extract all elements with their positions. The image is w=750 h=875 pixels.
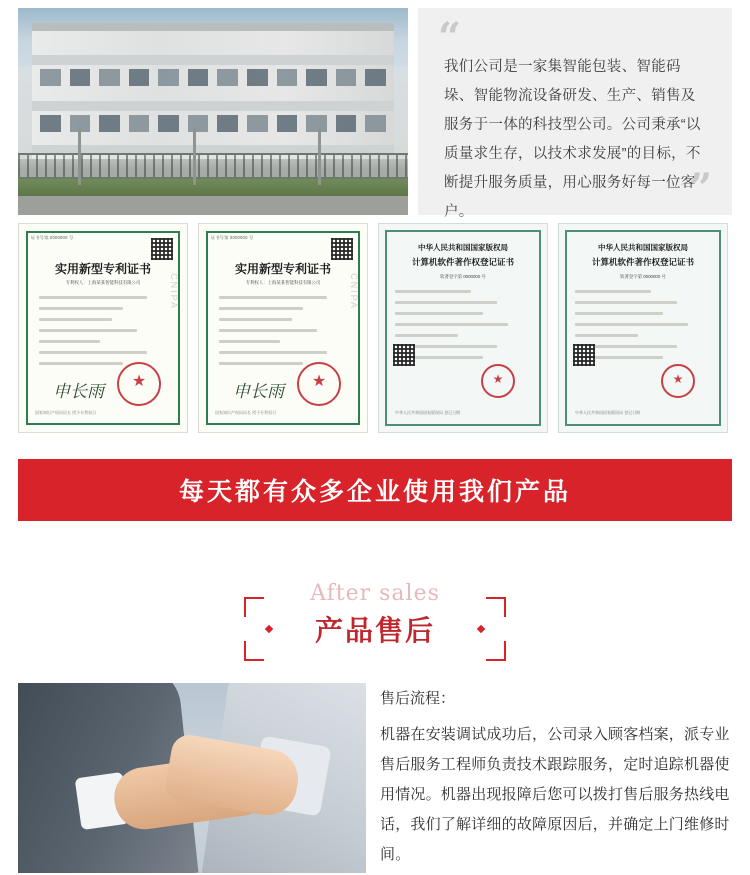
aftersales-cn-title: 产品售后	[314, 614, 435, 647]
certificate-title-line2: 计算机软件著作权登记证书	[591, 257, 694, 267]
window	[365, 115, 386, 132]
window	[306, 69, 327, 86]
certificate-title-line1: 中华人民共和国国家版权局	[418, 243, 508, 252]
light-pole	[318, 127, 321, 185]
certificate-body-lines	[395, 290, 533, 367]
promo-banner: 每天都有众多企业使用我们产品	[18, 459, 732, 521]
title-frame	[244, 581, 506, 661]
certificate-card	[18, 223, 188, 433]
light-pole	[193, 127, 196, 185]
certificate-card	[558, 223, 728, 433]
aftersales-en-title: After sales	[310, 581, 440, 606]
window	[40, 69, 61, 86]
diamond-dot-icon	[477, 625, 485, 633]
aftersales-content	[0, 683, 750, 873]
aftersales-text-block	[380, 683, 732, 873]
company-quote-box	[418, 8, 732, 220]
window	[158, 69, 179, 86]
window	[277, 115, 298, 132]
frame-corner-icon	[486, 641, 506, 661]
aftersales-lead: 售后流程：	[380, 690, 456, 707]
certificates-row	[0, 215, 750, 433]
building-roof	[32, 23, 394, 31]
handshake-photo	[18, 683, 366, 873]
qr-code-icon	[573, 344, 595, 366]
certificate-footer: 国家知识产权局局长 授予专利权日	[215, 409, 277, 415]
window	[129, 69, 150, 86]
certificate-watermark: CNIPA	[349, 273, 359, 310]
certificate-body-lines	[219, 296, 351, 373]
window	[188, 115, 209, 132]
window	[336, 115, 357, 132]
official-seal-icon: ★	[661, 364, 695, 398]
official-seal-icon: ★	[297, 362, 341, 406]
aftersales-body-text: 机器在安装调试成功后，公司录入顾客档案，派专业售后服务工程师负责技术跟踪服务，定时追踪机器使用情况。机器出现报障后您可以拨打售后服务热线电话，我们了解详细的故障原因后，并确定上门维修时间。	[380, 725, 730, 863]
company-intro-text: 我们公司是一家集智能包装、智能码垛、智能物流设备研发、生产、销售及服务于一体的科技型公司。公司秉承“以质量求生存，以技术求发展”的目标，不断提升服务质量，用心服务好每一位客户。	[444, 58, 701, 220]
window	[99, 69, 120, 86]
window	[336, 69, 357, 86]
factory-photo	[18, 8, 408, 215]
window-row	[40, 115, 386, 132]
factory-building	[32, 26, 394, 164]
official-seal-icon: ★	[481, 364, 515, 398]
window	[306, 115, 327, 132]
window	[277, 69, 298, 86]
quote-open-icon: “	[438, 14, 462, 61]
building-band	[32, 55, 394, 65]
company-intro-section	[0, 0, 750, 220]
certificate-card	[198, 223, 368, 433]
certificate-signature: 申长雨	[53, 382, 104, 402]
fence	[18, 153, 408, 179]
certificate-watermark: CNIPA	[169, 273, 179, 310]
qr-code-icon	[393, 344, 415, 366]
certificate-title-line2: 计算机软件著作权登记证书	[411, 257, 514, 267]
certificate-subtitle: 软著登字第 0000000 号	[620, 274, 666, 279]
frame-corner-icon	[244, 641, 264, 661]
certificate-subtitle: 软著登字第 0000000 号	[440, 274, 486, 279]
certificate-signature: 申长雨	[233, 382, 284, 402]
quote-close-icon: ”	[688, 165, 712, 212]
certificate-body-lines	[575, 290, 713, 367]
window	[217, 115, 238, 132]
window	[70, 69, 91, 86]
certificate-card	[378, 223, 548, 433]
window	[188, 69, 209, 86]
aftersales-heading	[0, 581, 750, 661]
certificate-subtitle: 专利权人：上海某某智能科技有限公司	[245, 280, 321, 285]
window	[158, 115, 179, 132]
window	[247, 69, 268, 86]
certificate-code: 证书号第 0000000 号	[31, 235, 74, 240]
certificate-footer: 国家知识产权局局长 授予专利权日	[35, 409, 97, 415]
certificate-footer: 中华人民共和国国家版权局 登记日期	[395, 409, 461, 415]
certificate-title-line1: 中华人民共和国国家版权局	[598, 243, 688, 252]
certificate-title: 实用新型专利证书	[54, 262, 151, 276]
certificate-title: 实用新型专利证书	[234, 262, 331, 276]
window	[40, 115, 61, 132]
certificate-footer: 中华人民共和国国家版权局 登记日期	[575, 409, 641, 415]
qr-code-icon	[331, 238, 353, 260]
window	[99, 115, 120, 132]
window	[365, 69, 386, 86]
qr-code-icon	[151, 238, 173, 260]
road	[18, 196, 408, 215]
diamond-dot-icon	[265, 625, 273, 633]
building-band	[32, 101, 394, 111]
certificate-body-lines	[39, 296, 171, 373]
window	[247, 115, 268, 132]
official-seal-icon: ★	[117, 362, 161, 406]
light-pole	[78, 127, 81, 185]
certificate-subtitle: 专利权人：上海某某智能科技有限公司	[65, 280, 141, 285]
window	[129, 115, 150, 132]
window-row	[40, 69, 386, 86]
hedge-row	[18, 177, 408, 197]
window	[217, 69, 238, 86]
certificate-code: 证书号第 0000000 号	[211, 235, 254, 240]
